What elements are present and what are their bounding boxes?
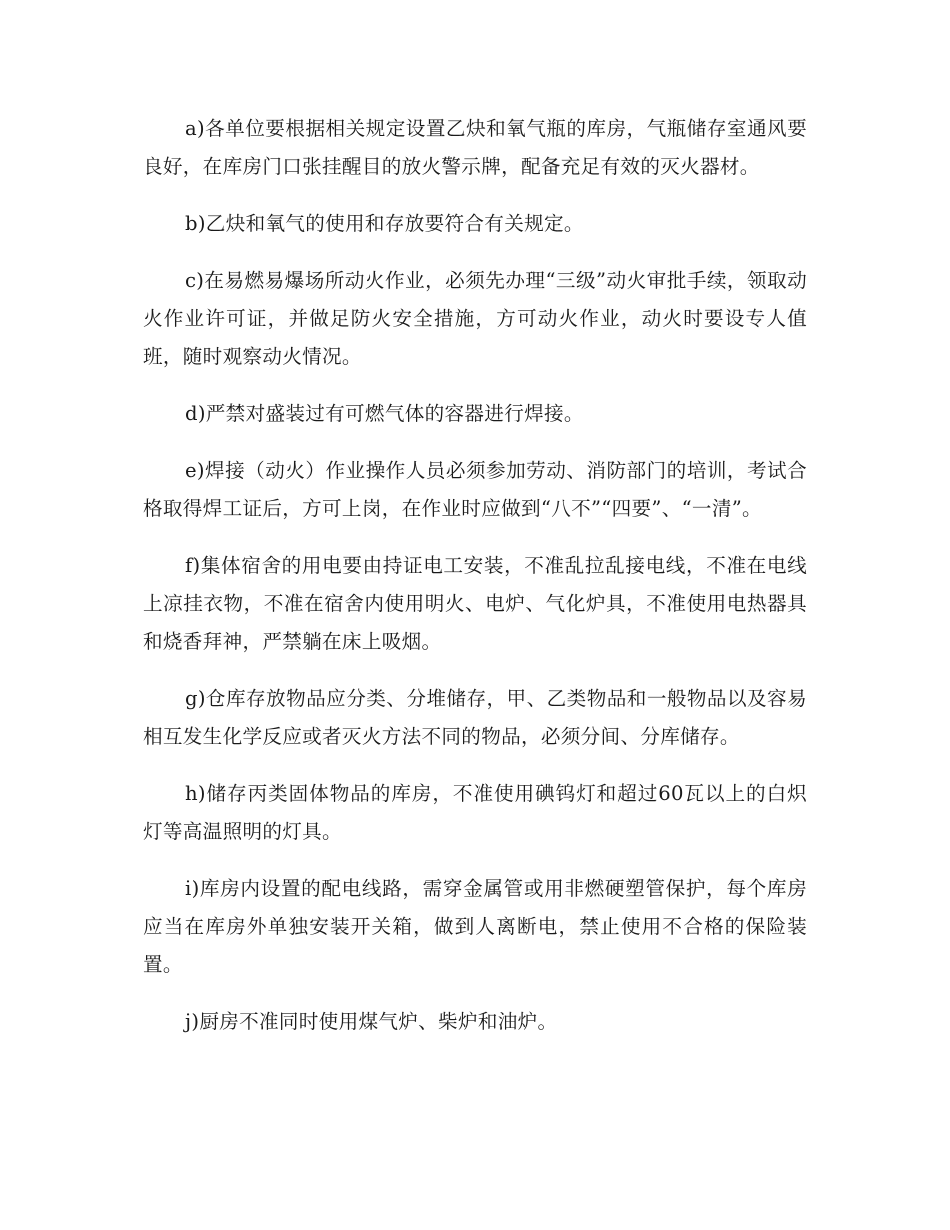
paragraph-d: d)严禁对盛装过有可燃气体的容器进行焊接。 [185,402,584,425]
paragraph-g: g)仓库存放物品应分类、分堆储存，甲、乙类物品和一般物品以及容易相互发生化学反应或者灭火方法不同的物品，必须分间、分库储存。 [143,687,807,748]
paragraph-i: i)库房内设置的配电线路，需穿金属管或用非燃硬塑管保护，每个库房应当在库房外单独安装开关箱，做到人离断电，禁止使用不合格的保险装置。 [143,877,807,976]
paragraph-j: j)厨房不准同时使用煤气炉、柴炉和油炉。 [185,1010,558,1033]
document-body [143,110,807,1060]
paragraph-h: h)储存丙类固体物品的库房，不准使用碘钨灯和超过60瓦以上的白炽灯等高温照明的灯具。 [143,782,807,843]
paragraph-a: a)各单位要根据相关规定设置乙炔和氧气瓶的库房，气瓶储存室通风要良好，在库房门口张挂醒目的放火警示牌，配备充足有效的灭火器材。 [143,117,807,178]
paragraph-b: b)乙炔和氧气的使用和存放要符合有关规定。 [185,212,584,235]
paragraph-f: f)集体宿舍的用电要由持证电工安装，不准乱拉乱接电线，不准在电线上凉挂衣物，不准在宿舍内使用明火、电炉、气化炉具，不准使用电热器具和烧香拜神，严禁躺在床上吸烟。 [143,554,807,653]
paragraph-c: c)在易燃易爆场所动火作业，必须先办理“三级”动火审批手续，领取动火作业许可证，并做足防火安全措施，方可动火作业，动火时要设专人值班，随时观察动火情况。 [143,269,807,368]
paragraph-e: e)焊接（动火）作业操作人员必须参加劳动、消防部门的培训，考试合格取得焊工证后，方可上岗，在作业时应做到“八不”“四要”、“一清”。 [143,459,807,520]
